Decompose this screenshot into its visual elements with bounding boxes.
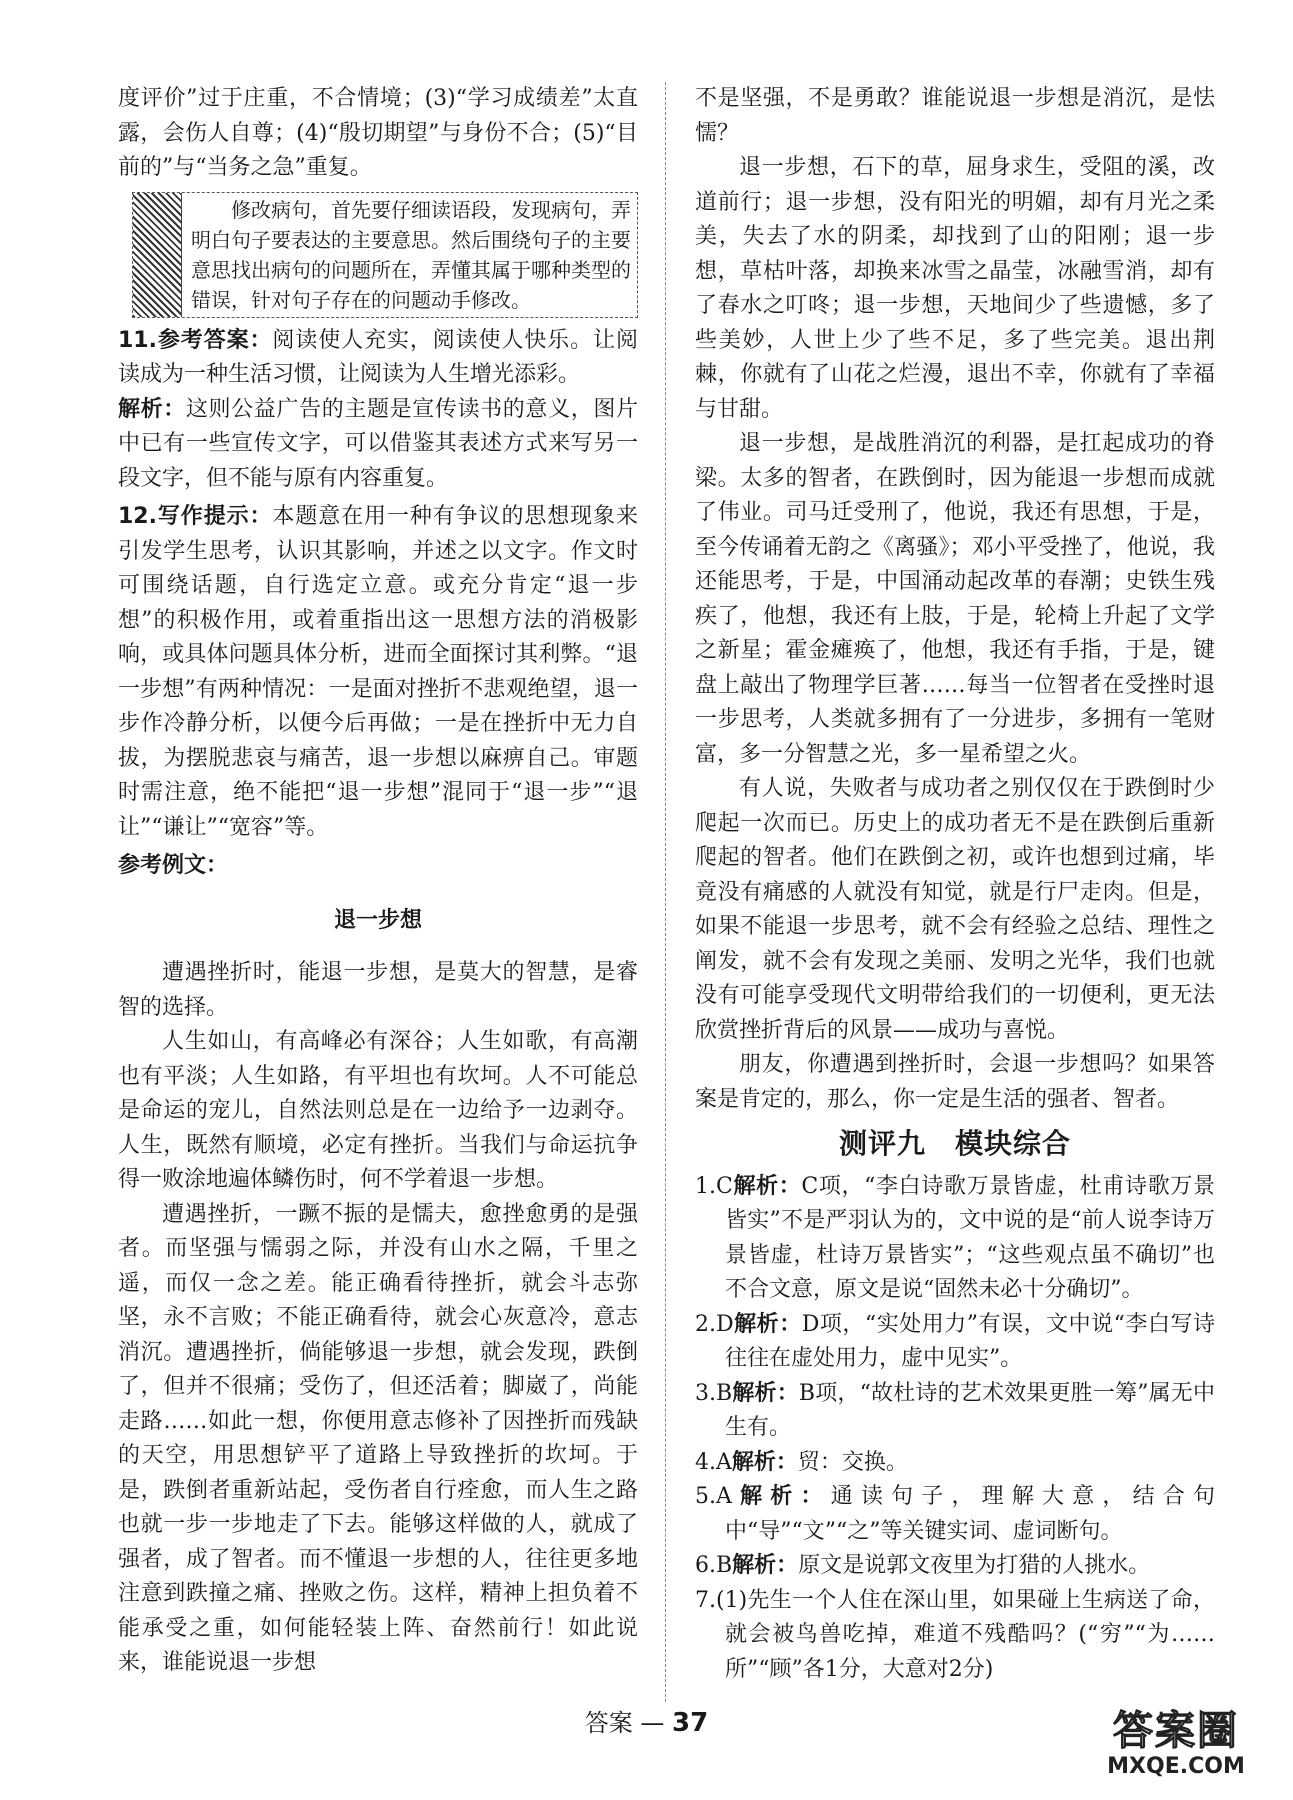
answer-code: 3.B xyxy=(695,1380,733,1406)
answer-item xyxy=(695,1170,1215,1308)
watermark-logo xyxy=(1081,1708,1271,1786)
essay-paragraph-2: 人生如山，有高峰必有深谷；人生如歌，有高潮也有平淡；人生如路，有平坦也有坎坷。人不可能总是命运的宠儿，自然法则总是在一边给予一边剥夺。人生，既然有顺境，必定有挫折。当我们与命运抗争得一败涂地遍体鳞伤时，何不学着退一步想。 xyxy=(118,1029,638,1192)
tip-box-stripe-decoration xyxy=(133,193,182,317)
answer-text: D项，“实处用力”有误，文中说“李白写诗往往在虚处用力，虚中见实”。 xyxy=(725,1311,1215,1371)
essay-paragraph-5: 退一步想，是战胜消沉的利器，是扛起成功的脊梁。太多的智者，在跌倒时，因为能退一步想而成就了伟业。司马迁受刑了，他说，我还有思想，于是，至今传诵着无韵之《离骚》；邓小平受挫了，他说，我还能思考，于是，中国涌动起改革的春潮；史铁生残疾了，他想，我还有上肢，于是，轮椅上升起了文学之新星；霍金瘫痪了，他想，我还有手指，于是，键盘上敲出了物理学巨著……每当一位智者在受挫时退一步思考，人类就多拥有了一分进步，多拥有一笔财富，多一分智慧之光，多一星希望之火。 xyxy=(695,431,1215,767)
q12-tip-label: 写作提示： xyxy=(156,504,273,529)
q11-analysis-label: 解析： xyxy=(118,396,186,422)
answer-analysis-label: 解析： xyxy=(732,1380,799,1406)
answer-item xyxy=(695,1584,1215,1688)
q12-tip-text: 本题意在用一种有争议的思想现象来引发学生思考，认识其影响，并述之以文字。作文时可围绕话题，自行选定立意。或充分肯定“退一步想”的积极作用，或着重指出这一思想方法的消极影响，或具体问题具体分析，进而全面探讨其利弊。“退一步想”有两种情况：一是面对挫折不悲观绝望，退一步作冷静分析，以便今后再做；一是在挫折中无力自拔，为摆脱悲哀与痛苦，退一步想以麻痹自己。审题时需注意，绝不能把“退一步想”混同于“退一步”“退让”“谦让”“宽容”等。 xyxy=(118,504,638,840)
answer-code: 1.C xyxy=(695,1173,733,1199)
q11-number: 11. xyxy=(118,327,157,353)
answer-text: B项，“故杜诗的艺术效果更胜一筹”属无中生有。 xyxy=(725,1380,1215,1440)
section-title: 测评九 模块综合 xyxy=(838,1127,1071,1160)
answer-list xyxy=(695,1170,1215,1688)
answer-analysis-label: 解析： xyxy=(732,1553,799,1578)
answer-analysis-label: 解析： xyxy=(732,1173,802,1199)
essay-title: 退一步想 xyxy=(333,907,422,933)
q12-number: 12. xyxy=(118,504,157,529)
tip-box xyxy=(132,192,638,318)
answer-text: C项，“李白诗歌万景皆虚，杜甫诗歌万景皆实”不是严羽认为的，文中说的是“前人说李诗万景皆虚，杜诗万景皆实”；“这些观点虽不确切”也不合文意，原文是说“固然未必十分确切”。 xyxy=(725,1173,1215,1302)
essay-paragraph-3: 遭遇挫折，一蹶不振的是懦夫，愈挫愈勇的是强者。而坚强与懦弱之际，并没有山水之隔，千里之遥，而仅一念之差。能正确看待挫折，就会斗志弥坚，永不言败；不能正确看待，就会心灰意冷，意志消沉。遭遇挫折，倘能够退一步想，就会发现，跌倒了，但并不很痛；受伤了，但还活着；脚崴了，尚能走路……如此一想，你便用意志修补了因挫折而残缺的天空，用思想铲平了道路上导致挫折的坎坷。于是，跌倒者重新站起，受伤者自行痊愈，而人生之路也就一步一步地走了下去。能够这样做的人，就成了强者，成了智者。而不懂退一步想的人，往往更多地注意到跌撞之痛、挫败之伤。这样，精神上担负着不能承受之重，如何能轻装上阵、奋然前行！如此说来，谁能说退一步想 xyxy=(118,1201,638,1675)
q11-answer-label: 参考答案： xyxy=(156,327,273,353)
answer-text: 原文是说郭文夜里为打猎的人挑水。 xyxy=(798,1553,1151,1578)
footer-dash: — xyxy=(640,1709,665,1737)
essay-paragraph-6: 有人说，失败者与成功者之别仅仅在于跌倒时少爬起一次而已。历史上的成功者无不是在跌倒后重新爬起的智者。他们在跌倒之初，或许也想到过痛，毕竟没有痛感的人就没有知觉，就是行尸走肉。但是，如果不能退一步思考，就不会有经验之总结、理性之阐发，就不会有发现之美丽、发明之光华，我们也就没有可能享受现代文明带给我们的一切便利，更无法欣赏挫折背后的风景——成功与喜悦。 xyxy=(695,776,1215,1043)
tip-text: 修改病句，首先要仔细读语段，发现病句，弄明白句子要表达的主要意思。然后围绕句子的主要意思找出病句的问题所在，弄懂其属于哪种类型的错误，针对句子存在的问题动手修改。 xyxy=(191,197,631,312)
footer-label: 答案 xyxy=(584,1709,633,1737)
q11-answer xyxy=(118,324,638,393)
answer-analysis-label: 解析： xyxy=(731,1484,831,1509)
essay-paragraph-7: 朋友，你遭遇到挫折时，会退一步想吗？如果答案是肯定的，那么，你一定是生活的强者、智者。 xyxy=(695,1052,1215,1112)
answer-code: 7. xyxy=(695,1587,716,1613)
answer-analysis-label: 解析： xyxy=(731,1449,798,1475)
q11-analysis-text: 这则公益广告的主题是宣传读书的意义，图片中已有一些宣传文字，可以借鉴其表述方式来写另一段文字，但不能与原有内容重复。 xyxy=(118,396,638,491)
answer-text: (1)先生一个人住在深山里，如果碰上生病送了命，就会被鸟兽吃掉，难道不残酷吗？(“穷”“为……所”“顾”各1分，大意对2分) xyxy=(716,1587,1215,1682)
answer-code: 2.D xyxy=(695,1311,734,1337)
answer-analysis-label: 解析： xyxy=(733,1311,802,1337)
essay-paragraph-3-continuation: 不是坚强，不是勇敢？谁能说退一步想是消沉，是怯懦？ xyxy=(695,86,1215,146)
column-divider xyxy=(665,82,666,1702)
answer-item xyxy=(695,1308,1215,1377)
answer-text: 贸：交换。 xyxy=(797,1449,908,1475)
answer-text: 通读句子，理解大意，结合句中“导”“文”“之”等关键实词、虚词断句。 xyxy=(725,1484,1215,1544)
essay-paragraph-1: 遭遇挫折时，能退一步想，是莫大的智慧，是睿智的选择。 xyxy=(118,960,638,1020)
essay-paragraph-4: 退一步想，石下的草，屈身求生，受阻的溪，改道前行；退一步想，没有阳光的明媚，却有月光之柔美，失去了水的阴柔，却找到了山的阳刚；退一步想，草枯叶落，却换来冰雪之晶莹，冰融雪消，却有了春水之叮咚；退一步想，天地间少了些遗憾，多了些美妙，人世上少了些不足，多了些完美。退出荆棘，你就有了山花之烂漫，退出不幸，你就有了幸福与甘甜。 xyxy=(695,155,1215,422)
q11-answer-text: 阅读使人充实，阅读使人快乐。让阅读成为一种生活习惯，让阅读为人生增光添彩。 xyxy=(118,327,638,387)
answer-code: 4.A xyxy=(695,1449,732,1475)
sample-essay-label: 参考例文： xyxy=(118,853,229,878)
watermark-url: MXQE.COM xyxy=(1107,1754,1245,1779)
answer-item xyxy=(695,1446,1215,1481)
answer-item xyxy=(695,1480,1215,1549)
left-column xyxy=(118,82,638,1681)
q11-analysis xyxy=(118,393,638,497)
page-number: 37 xyxy=(672,1708,709,1738)
answer-item xyxy=(695,1549,1215,1584)
right-column xyxy=(695,82,1215,1687)
answer-code: 5.A xyxy=(695,1484,732,1509)
q12-writing-tip xyxy=(118,500,638,845)
answer-item xyxy=(695,1377,1215,1446)
watermark-title: 答案圈 xyxy=(1113,1708,1239,1754)
answer-code: 6.B xyxy=(695,1553,733,1578)
q10-continuation: 度评价”过于庄重，不合情境；(3)“学习成绩差”太直露，会伤人自尊；(4)“殷切期望”与身份不合；(5)“目前的”与“当务之急”重复。 xyxy=(118,86,638,180)
